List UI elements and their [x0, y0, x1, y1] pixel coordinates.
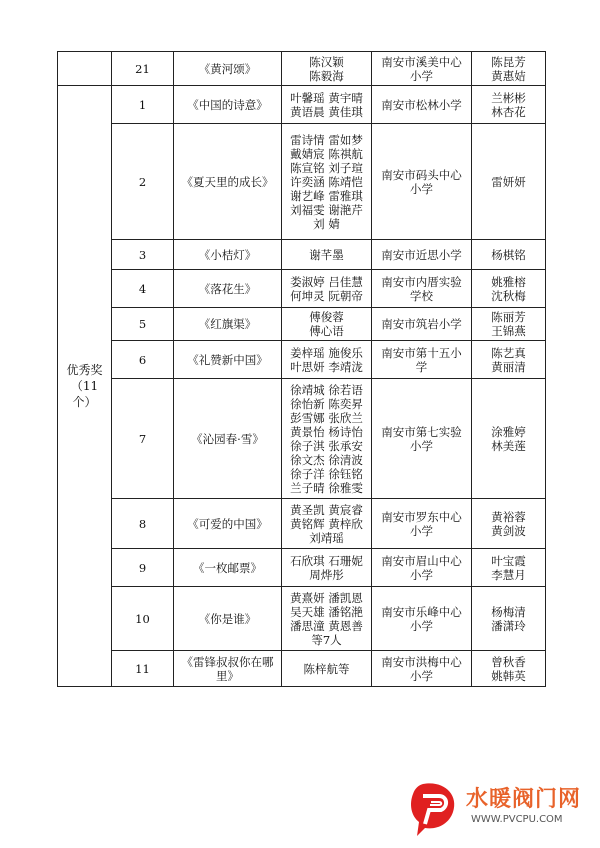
watermark-url: WWW.PVCPU.COM: [471, 814, 563, 825]
teachers-cell: [472, 240, 546, 270]
cell-line: 小学: [410, 668, 433, 683]
cell-line: 刘福雯 谢滟芹: [290, 202, 363, 217]
cell-line: 南安市码头中心: [381, 167, 462, 182]
work-title-cell: 《落花生》: [174, 270, 282, 308]
cell-line: 南安市第十五小: [381, 345, 462, 360]
teachers-cell: [472, 341, 546, 379]
cell-line: 叶宝霞: [491, 553, 526, 568]
cell-line: 李慧月: [491, 567, 526, 582]
teachers-cell: [472, 86, 546, 124]
performers-cell: [282, 499, 372, 549]
number-cell: 10: [112, 587, 174, 651]
performers-cell: [282, 52, 372, 86]
cell-line: 小学: [410, 618, 433, 633]
table-row: [58, 379, 546, 499]
work-title-cell: 《中国的诗意》: [174, 86, 282, 124]
table-row: [58, 587, 546, 651]
performers-cell: [282, 86, 372, 124]
watermark-brand: 水暖阀门网: [466, 787, 582, 812]
table-row: [58, 499, 546, 549]
cell-line: 潘潇玲: [491, 618, 526, 633]
number-cell: 8: [112, 499, 174, 549]
performers-cell: [282, 379, 372, 499]
performers-cell: [282, 651, 372, 687]
cell-line: 沈秋梅: [491, 288, 526, 303]
logo-icon: [409, 778, 463, 836]
performers-cell: [282, 549, 372, 587]
cell-line: 潘思潼 黄恩善: [290, 618, 363, 633]
performers-cell: [282, 308, 372, 341]
cell-line: 小学: [410, 181, 433, 196]
cell-line: 陈丽芳: [491, 310, 526, 324]
number-cell: 3: [112, 240, 174, 270]
cell-line: 南安市溪美中心: [381, 54, 462, 69]
cell-line: 傅心语: [309, 324, 344, 338]
work-title-cell: 《红旗渠》: [174, 308, 282, 341]
table-row: [58, 308, 546, 341]
cell-line: 陈宣铭 刘子瑄: [290, 160, 363, 175]
cell-line: 学校: [410, 288, 433, 303]
cell-line: 雷妍妍: [491, 174, 526, 189]
category-cell-empty: [58, 52, 112, 86]
work-title-cell: 《黄河颂》: [174, 52, 282, 86]
performers-cell: [282, 124, 372, 240]
cell-line: 小学: [410, 68, 433, 83]
number-cell: 5: [112, 308, 174, 341]
number-cell: 4: [112, 270, 174, 308]
category-count: （11个）: [70, 379, 99, 409]
cell-line: 杨梅清: [491, 604, 526, 619]
cell-line: 黄铭辉 黄梓欣: [290, 516, 363, 531]
cell-line: 等7人: [311, 632, 342, 647]
school-cell: [372, 379, 472, 499]
cell-line: 徐靖城 徐若语: [290, 382, 363, 397]
cell-line: 曾秋香: [491, 654, 526, 669]
cell-line: 姚雅榕: [491, 274, 526, 289]
teachers-cell: [472, 499, 546, 549]
cell-line: 杨棋铭: [491, 247, 526, 262]
work-title-cell: 《夏天里的成长》: [174, 124, 282, 240]
cell-line: 南安市内厝实验: [381, 274, 462, 289]
teachers-cell: [472, 379, 546, 499]
school-cell: [372, 587, 472, 651]
cell-line: 学: [415, 359, 428, 374]
cell-line: 林美莲: [491, 438, 526, 453]
school-cell: [372, 52, 472, 86]
work-title-cell: 《沁园春·雪》: [174, 379, 282, 499]
cell-line: 姜梓瑶 施俊乐: [290, 345, 363, 360]
cell-line: 南安市第七实验: [381, 424, 462, 439]
cell-line: 陈艺真: [491, 345, 526, 360]
cell-line: 徐子洋 徐钰铭: [290, 466, 363, 481]
cell-line: 刘 婧: [313, 216, 340, 231]
performers-cell: [282, 270, 372, 308]
cell-line: 南安市近思小学: [381, 247, 462, 262]
award-table-body: [58, 52, 546, 687]
work-title-cell: 《小桔灯》: [174, 240, 282, 270]
category-cell: [58, 86, 112, 687]
cell-line: 戴婧宸 陈祺航: [290, 146, 363, 161]
table-row: [58, 270, 546, 308]
cell-line: 徐怡新 陈奕昇: [290, 396, 363, 411]
cell-line: 陈昆芳: [491, 54, 526, 69]
teachers-cell: [472, 308, 546, 341]
number-cell: 2: [112, 124, 174, 240]
cell-line: 雷诗情 雷如梦: [290, 132, 363, 147]
school-cell: [372, 308, 472, 341]
cell-line: 黄剑波: [491, 523, 526, 538]
cell-line: 陈毅海: [309, 68, 344, 83]
performers-cell: [282, 587, 372, 651]
number-cell: 6: [112, 341, 174, 379]
school-cell: [372, 86, 472, 124]
work-title-cell: 《你是谁》: [174, 587, 282, 651]
work-title-cell: 《一枚邮票》: [174, 549, 282, 587]
number-cell: 7: [112, 379, 174, 499]
school-cell: [372, 499, 472, 549]
work-title-cell: 《礼赞新中国》: [174, 341, 282, 379]
cell-line: 兰子晴 徐雅雯: [290, 480, 363, 495]
cell-line: 南安市松林小学: [381, 97, 462, 112]
cell-line: 叶馨瑶 黄宇晴: [290, 90, 363, 105]
cell-line: 小学: [410, 567, 433, 582]
cell-line: 林杏花: [491, 104, 526, 119]
cell-line: 小学: [410, 438, 433, 453]
cell-line: 姚韩英: [491, 668, 526, 683]
cell-line: 徐子淇 张承安: [290, 438, 363, 453]
school-cell: [372, 651, 472, 687]
table-row: [58, 549, 546, 587]
cell-line: 吴天雄 潘铭滟: [290, 604, 363, 619]
cell-line: 陈汉颖: [309, 54, 344, 69]
teachers-cell: [472, 651, 546, 687]
cell-line: 涂雅婷: [491, 424, 526, 439]
table-row: [58, 124, 546, 240]
cell-line: 刘靖瑶: [309, 530, 344, 545]
cell-line: 许奕涵 陈靖恺: [290, 174, 363, 189]
cell-line: 黄丽清: [491, 359, 526, 374]
number-cell: 9: [112, 549, 174, 587]
cell-line: 黄语晨 黄佳琪: [290, 104, 363, 119]
cell-line: 兰彬彬: [491, 90, 526, 105]
cell-line: 周烨彤: [309, 567, 344, 582]
work-title-cell: 《可爱的中国》: [174, 499, 282, 549]
performers-cell: [282, 341, 372, 379]
cell-line: 黄惠姞: [491, 68, 526, 83]
cell-line: 黄裕蓉: [491, 509, 526, 524]
school-cell: [372, 124, 472, 240]
cell-line: 陈梓航等: [303, 661, 350, 676]
cell-line: 谢艺峰 雷雅琪: [290, 188, 363, 203]
work-title-cell: 《雷锋叔叔你在哪里》: [174, 651, 282, 687]
number-cell: 21: [112, 52, 174, 86]
table-row: [58, 86, 546, 124]
teachers-cell: [472, 124, 546, 240]
table-row: [58, 240, 546, 270]
teachers-cell: [472, 270, 546, 308]
award-table: [57, 51, 546, 687]
cell-line: 谢芊墨: [309, 247, 344, 262]
watermark: [409, 778, 584, 836]
table-row: [58, 52, 546, 86]
teachers-cell: [472, 587, 546, 651]
school-cell: [372, 270, 472, 308]
cell-line: 黄圣凯 黄宸睿: [290, 502, 363, 517]
cell-line: 徐文杰 徐清波: [290, 452, 363, 467]
cell-line: 南安市洪梅中心: [381, 654, 462, 669]
table-row: [58, 341, 546, 379]
cell-line: 黄熹妍 潘凯恩: [290, 590, 363, 605]
table-row: [58, 651, 546, 687]
cell-line: 何坤灵 阮朝帝: [290, 288, 363, 303]
cell-line: 傅俊蓉: [309, 310, 344, 324]
cell-line: 石欣琪 石珊妮: [290, 553, 363, 568]
number-cell: 11: [112, 651, 174, 687]
cell-line: 娄淑婷 吕佳慧: [290, 274, 363, 289]
category-name: 优秀奖: [66, 363, 103, 377]
school-cell: [372, 341, 472, 379]
cell-line: 南安市乐峰中心: [381, 604, 462, 619]
cell-line: 南安市罗东中心: [381, 509, 462, 524]
teachers-cell: [472, 52, 546, 86]
cell-line: 彭雪娜 张欣兰: [290, 410, 363, 425]
school-cell: [372, 549, 472, 587]
cell-line: 叶思妍 李靖泷: [290, 359, 363, 374]
cell-line: 王锦燕: [491, 324, 526, 338]
cell-line: 小学: [410, 523, 433, 538]
teachers-cell: [472, 549, 546, 587]
number-cell: 1: [112, 86, 174, 124]
school-cell: [372, 240, 472, 270]
cell-line: 南安市眉山中心: [381, 553, 462, 568]
cell-line: 黄景怡 杨诗怡: [290, 424, 363, 439]
cell-line: 南安市筑岩小学: [381, 317, 462, 331]
performers-cell: [282, 240, 372, 270]
